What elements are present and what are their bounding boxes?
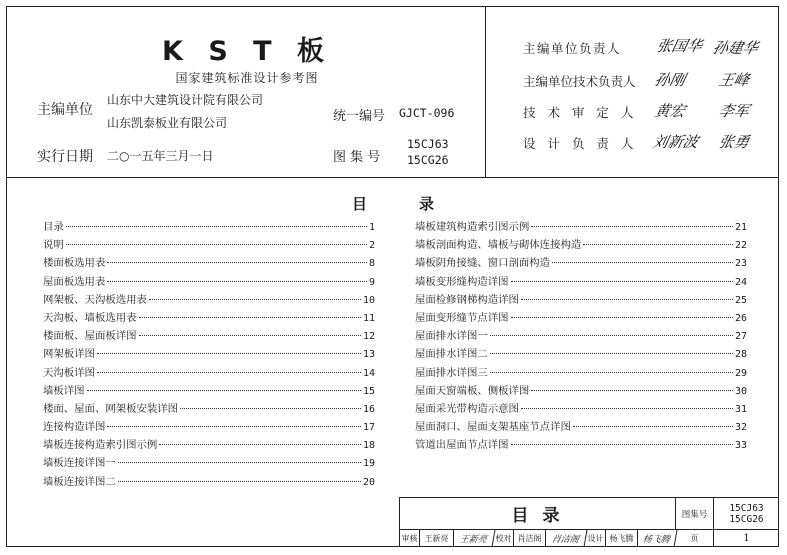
review-cell: 设计 bbox=[586, 530, 606, 547]
toc-item-page: 30 bbox=[734, 385, 747, 397]
toc-item[interactable] bbox=[43, 254, 375, 272]
toc-item-title: 楼面板选用表 bbox=[43, 257, 106, 270]
toc-item[interactable] bbox=[415, 236, 747, 254]
toc-item-page: 10 bbox=[362, 294, 375, 306]
toc-item-page: 20 bbox=[362, 476, 375, 488]
toc-item-page: 25 bbox=[734, 294, 747, 306]
toc-item-page: 24 bbox=[734, 276, 747, 288]
toc-item-title: 墙板剖面构造、墙板与砌体连接构造 bbox=[415, 239, 582, 252]
responsible-label: 技 术 审 定 人 bbox=[523, 105, 638, 120]
title-block-atlas-label: 图集号 bbox=[676, 498, 714, 530]
atlas-no-2: 15CG26 bbox=[407, 153, 449, 167]
effective-date-label: 实行日期 bbox=[37, 149, 93, 165]
signature: 王峰 bbox=[716, 71, 751, 89]
title-block-page-no: 1 bbox=[743, 533, 750, 544]
review-signature: 王新亮 bbox=[453, 530, 496, 547]
title-block-page-label: 页 bbox=[676, 530, 714, 547]
toc-item[interactable] bbox=[415, 418, 747, 436]
toc-item-title: 楼面、屋面、网架板安装详图 bbox=[43, 402, 179, 415]
leader-dots bbox=[531, 390, 733, 391]
toc-item-title: 屋面天窗端板、侧板详图 bbox=[415, 384, 530, 397]
toc-item-title: 墙板阴角接缝、窗口剖面构造 bbox=[415, 257, 551, 270]
toc-item[interactable] bbox=[43, 236, 375, 254]
toc-item[interactable] bbox=[415, 400, 747, 418]
toc-item[interactable] bbox=[43, 327, 375, 345]
title-block-atlas-no bbox=[714, 498, 779, 530]
title-block bbox=[399, 497, 778, 546]
atlas-subtitle: 国家建筑标准设计参考图 bbox=[175, 71, 319, 85]
leader-dots bbox=[490, 372, 733, 373]
signature: 孙刚 bbox=[652, 71, 687, 89]
toc-item[interactable] bbox=[415, 218, 747, 236]
toc-item-page: 31 bbox=[734, 403, 747, 415]
toc-item-page: 33 bbox=[734, 440, 747, 452]
uniform-code: GJCT-096 bbox=[399, 106, 455, 120]
toc-item[interactable] bbox=[43, 436, 375, 454]
toc-item[interactable] bbox=[43, 364, 375, 382]
review-cell: 校对 bbox=[494, 530, 514, 547]
chief-unit-2: 山东凯泰板业有限公司 bbox=[107, 116, 228, 130]
toc-item-page: 21 bbox=[734, 222, 747, 233]
toc-item-page: 28 bbox=[734, 349, 747, 361]
toc-item[interactable] bbox=[415, 254, 747, 272]
responsible-label: 主编单位技术负责人 bbox=[523, 74, 636, 89]
toc-item-page: 29 bbox=[734, 367, 747, 379]
toc-item[interactable] bbox=[415, 436, 747, 454]
toc-item[interactable] bbox=[415, 291, 747, 309]
leader-dots bbox=[97, 353, 361, 354]
toc-item-title: 天沟板、墙板选用表 bbox=[43, 311, 137, 324]
atlas-title: K S T 板 bbox=[162, 36, 332, 67]
responsible-row-1 bbox=[523, 39, 621, 57]
toc-item-page: 19 bbox=[362, 458, 375, 470]
leader-dots bbox=[66, 244, 367, 245]
leader-dots bbox=[159, 444, 361, 445]
toc-item-title: 墙板连接详图二 bbox=[43, 475, 116, 488]
signature: 黄宏 bbox=[652, 102, 687, 120]
review-cell: 杨飞腾 bbox=[606, 530, 638, 547]
review-signature: 肖洁阁 bbox=[545, 530, 588, 547]
leader-dots bbox=[107, 281, 367, 282]
toc-item[interactable] bbox=[415, 327, 747, 345]
effective-date: 二○一五年三月一日 bbox=[107, 149, 214, 163]
toc-item-page: 2 bbox=[368, 240, 375, 252]
responsible-label: 设 计 负 责 人 bbox=[523, 136, 638, 151]
toc-item[interactable] bbox=[43, 291, 375, 309]
toc-item-page: 17 bbox=[362, 422, 375, 434]
leader-dots bbox=[118, 462, 361, 463]
toc-item-title: 墙板连接构造索引图示例 bbox=[43, 439, 158, 452]
toc-heading-left: 目 bbox=[352, 195, 368, 213]
toc-item[interactable] bbox=[43, 309, 375, 327]
leader-dots bbox=[97, 372, 361, 373]
leader-dots bbox=[583, 244, 733, 245]
uniform-code-label: 统一编号 bbox=[333, 109, 386, 124]
toc-item-page: 22 bbox=[734, 240, 747, 252]
leader-dots bbox=[139, 317, 361, 318]
toc-item-page: 11 bbox=[362, 312, 375, 324]
toc-item[interactable] bbox=[415, 382, 747, 400]
toc-item-page: 26 bbox=[734, 312, 747, 324]
toc-item-page: 23 bbox=[734, 258, 747, 270]
toc-item-page: 27 bbox=[734, 331, 747, 343]
responsible-row-3 bbox=[523, 103, 637, 121]
toc-item[interactable] bbox=[43, 473, 375, 491]
toc-item-title: 网架板详图 bbox=[43, 348, 95, 361]
toc-heading-right: 录 bbox=[419, 195, 435, 213]
leader-dots bbox=[511, 281, 733, 282]
toc-item-title: 屋面洞口、屋面支架基座节点详图 bbox=[415, 421, 571, 434]
signature: 张勇 bbox=[716, 133, 751, 151]
leader-dots bbox=[87, 390, 361, 391]
responsible-row-4 bbox=[523, 134, 637, 152]
leader-dots bbox=[149, 299, 361, 300]
toc-item-title: 屋面板选用表 bbox=[43, 275, 106, 288]
toc-item-title: 屋面排水详图三 bbox=[415, 366, 488, 379]
toc-item-page: 13 bbox=[362, 349, 375, 361]
toc-item[interactable] bbox=[43, 273, 375, 291]
atlas-no-1: 15CJ63 bbox=[407, 137, 449, 151]
leader-dots bbox=[490, 335, 733, 336]
toc-item-title: 管道出屋面节点详图 bbox=[415, 439, 509, 452]
toc-right-column bbox=[415, 218, 747, 454]
leader-dots bbox=[531, 226, 733, 227]
header-vertical-divider bbox=[485, 7, 486, 177]
leader-dots bbox=[521, 408, 733, 409]
toc-item-page: 18 bbox=[362, 440, 375, 452]
leader-dots bbox=[139, 335, 361, 336]
responsible-label: 主编单位负责人 bbox=[523, 41, 622, 56]
title-block-title: 目 录 bbox=[400, 498, 676, 530]
toc-item-page: 16 bbox=[362, 403, 375, 415]
review-cell: 王新亮 bbox=[420, 530, 454, 547]
chief-unit-label: 主编单位 bbox=[37, 102, 93, 118]
atlas-no-label: 图 集 号 bbox=[333, 150, 381, 165]
signature: 李军 bbox=[716, 102, 751, 120]
toc-item-page: 8 bbox=[368, 258, 375, 270]
toc-item[interactable] bbox=[415, 364, 747, 382]
leader-dots bbox=[66, 226, 367, 227]
drawing-sheet bbox=[6, 6, 779, 547]
header-divider bbox=[7, 177, 778, 178]
signature: 刘新波 bbox=[650, 133, 700, 151]
leader-dots bbox=[511, 444, 733, 445]
responsible-row-2 bbox=[523, 72, 636, 90]
toc-item-title: 墙板详图 bbox=[43, 384, 85, 397]
toc-item-page: 14 bbox=[362, 367, 375, 379]
toc-left-column bbox=[43, 218, 375, 491]
leader-dots bbox=[552, 262, 733, 263]
title-block-atlas-no-2: 15CG26 bbox=[729, 513, 764, 525]
toc-item-page: 12 bbox=[362, 331, 375, 343]
title-block-atlas-no-1: 15CJ63 bbox=[729, 502, 764, 514]
toc-item-title: 屋面排水详图二 bbox=[415, 348, 488, 361]
toc-item[interactable] bbox=[43, 345, 375, 363]
toc-item-title: 屋面检修钢梯构造详图 bbox=[415, 293, 519, 306]
toc-item[interactable] bbox=[43, 418, 375, 436]
toc-item-page: 15 bbox=[362, 385, 375, 397]
leader-dots bbox=[490, 353, 733, 354]
toc-item[interactable] bbox=[43, 218, 375, 236]
leader-dots bbox=[511, 317, 733, 318]
toc-item-title: 墙板连接详图一 bbox=[43, 457, 116, 470]
signature: 张国华 bbox=[654, 37, 704, 55]
review-signature: 杨飞腾 bbox=[637, 530, 678, 547]
toc-item[interactable] bbox=[43, 400, 375, 418]
toc-item-title: 天沟板详图 bbox=[43, 366, 95, 379]
toc-item-title: 连接构造详图 bbox=[43, 421, 106, 434]
toc-item-title: 楼面板、屋面板详图 bbox=[43, 330, 137, 343]
toc-item[interactable] bbox=[415, 309, 747, 327]
leader-dots bbox=[180, 408, 361, 409]
chief-unit-1: 山东中大建筑设计院有限公司 bbox=[107, 93, 264, 107]
toc-item-title: 屋面采光带构造示意图 bbox=[415, 402, 519, 415]
toc-item-title: 说明 bbox=[43, 239, 64, 252]
toc-item-page: 9 bbox=[368, 276, 375, 288]
review-cell: 审核 bbox=[400, 530, 420, 547]
leader-dots bbox=[118, 481, 361, 482]
toc-item[interactable] bbox=[43, 382, 375, 400]
toc-item[interactable] bbox=[43, 454, 375, 472]
toc-item-title: 屋面排水详图一 bbox=[415, 330, 488, 343]
toc-item-title: 网架板、天沟板选用表 bbox=[43, 293, 147, 306]
leader-dots bbox=[107, 426, 361, 427]
toc-item[interactable] bbox=[415, 345, 747, 363]
signature: 孙建华 bbox=[710, 39, 760, 57]
toc-item-title: 目录 bbox=[43, 221, 64, 233]
leader-dots bbox=[521, 299, 733, 300]
toc-item-title: 墙板变形缝构造详图 bbox=[415, 275, 509, 288]
leader-dots bbox=[107, 262, 367, 263]
review-cell: 肖洁阁 bbox=[514, 530, 546, 547]
toc-item[interactable] bbox=[415, 273, 747, 291]
toc-item-page: 1 bbox=[368, 222, 375, 233]
toc-item-page: 32 bbox=[734, 422, 747, 434]
leader-dots bbox=[573, 426, 733, 427]
toc-item-title: 墙板建筑构造索引图示例 bbox=[415, 221, 530, 233]
toc-item-title: 屋面变形缝节点详图 bbox=[415, 311, 509, 324]
